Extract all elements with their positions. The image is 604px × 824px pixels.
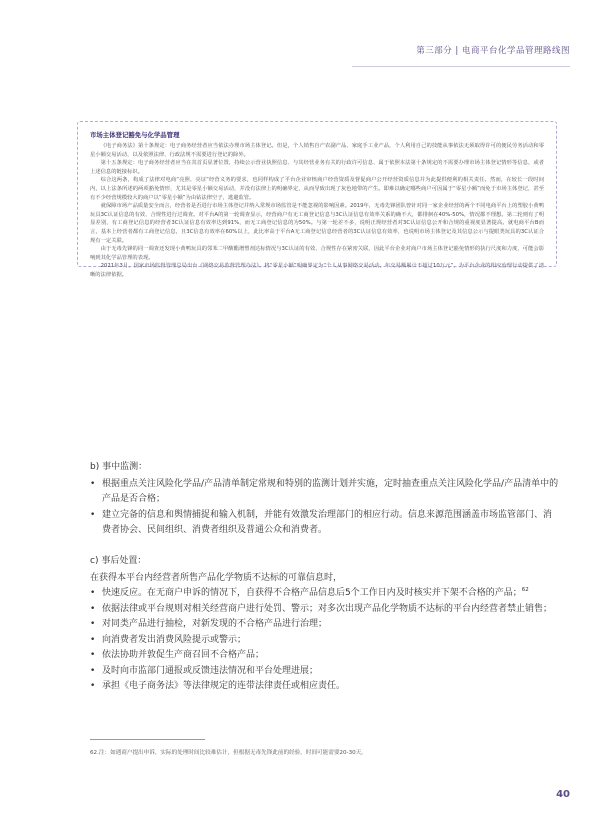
section-intro: 在获得本平台内经营者所售产品化学物质不达标的可靠信息时， [90,572,343,583]
list-item: • 建立完备的信息和舆情捕捉和输入机制，并能有效激发治理部门的相应行动。信息来源范围涵盖市场监管部门、消费者协会、民间组织、消费者组织及普通公众和消费者。 [90,508,560,539]
box-paragraph: 第十五条规定：电子商务经营者应当在其首页显著位置，持续公示营业执照信息、与其经营业务有关的行政许可信息、属于依照本法第十条规定的不需要办理市场主体登记情形等信息，或者上述信息的链接标识。 [90,160,544,175]
list-item: • 根据重点关注风险化学品/产品清单制定常规和特别的监测计划并实施，定时抽查重点关注风险化学品/产品清单中的产品是否合格； [90,477,560,508]
list-item: • 对同类产品进行抽检，对新发现的不合格产品进行治理； [90,617,560,633]
box-paragraph: 2021年3月，国家市场监督管理总局出台《网络交易监督管理办法》，将“零星小额”明确界定为“个人从事网络交易活动，年交易额累计不超过10万元”，为平台企业的相应治理行动提供了清晰的法律依据。 [90,263,544,278]
list-item: • 承担《电子商务法》等法律规定的连带法律责任或相应责任。 [90,679,560,695]
box-paragraph: 《电子商务法》第十条规定：电子商务经营者应当依法办理市场主体登记。但是，个人销售自产农副产品、家庭手工业产品，个人利用自己的技能从事依法无须取得许可的便民劳务活动和零星小额交易活动，以及依照法律、行政法规不需要进行登记的除外。 [90,143,544,158]
box-paragraph: 就保障市场产品质量安全而言，经营者是否进行市场主体登记并纳入常规市场监管是不能忽视的影响因素。2019年，无毒先锋团队曾针对同一家企业经营的两个不同电商平台上的塑胶小黄鸭玩具3C认证信息的有效、合规性进行过调查。对平台A的第一轮调查显示，经营商户有无工商登记信息与3C认证信息有效率关系的确不大，都徘徊在40%-50%，情况都不理想。第二轮则有了明显差别，有工商登记信息的经营者3C认证信息有效率达到91%，而无工商登记信息的为50%。与第一轮差不多，说明正规经营者对3C认证信息公开和合规的重视度显著提高。就电商平台B而言，基本上经营者都有工商登记信息，且3C信息有效率在60%以上，此比率高于平台A无工商登记信息经营者的3C认证信息有效率，也说明市场主体登记及其信息公示与提眼类玩具的3C认证合规有一定关联。 [90,203,544,244]
header-rule [352,66,570,67]
list-item [90,586,560,602]
list-item-text: 快速反应。在无商户申诉的情况下，自获得不合格产品信息后5个工作日内及时核实并下架不合格的产品； [102,588,522,598]
bullet-list [90,586,560,695]
box-title: 市场主体登记豁免与化学品管理 [90,131,180,139]
case-study-box [77,121,557,278]
list-item: • 向消费者发出消费风险提示或警示； [90,633,560,649]
section-aftermath [90,554,560,695]
section-monitoring [90,460,560,539]
section-title: b) 事中监测： [90,462,148,472]
list-item: • 依法协助并敦促生产商召回不合格产品； [90,648,560,664]
list-item: • 依据法律或平台规则对相关经营商户进行处罚、警示；对多次出现产品化学物质不达标的平台内经营者禁止销售； [90,602,560,618]
footnote-ref[interactable]: 62 [521,587,529,593]
box-paragraph: 由于无毒先锋的同一调查还发现小黄鸭玩具的邻苯二甲酸酯增塑剂达标情况与3C认证的有效、合规性存在紧密关联，因此平台企业对商户市场主体登记豁免情形的执行尺度和力度，可能会影响到其化学品管理的表现。 [90,246,544,261]
page-number: 40 [556,789,570,800]
bullet-list [90,477,560,539]
footnote: 62.注：如遇商户提出申诉，实际的处理时间比较难估计，但根据无毒先锋此前的经验，时间可能需要20-30天。 [90,750,367,756]
section-title: c) 事后处置： [90,556,147,566]
footnote-rule [90,739,205,740]
box-paragraph: 综合这两条，构成了法律对电商“亮照、亮证”经营义务的要求，也同样构成了平台企业审核商户经营资质及督促商户公开经营资质信息并为此提供便利的相关责任。然而，在较长一段时间内，以上法条所述的两项豁免情形，尤其是零星小额交易活动，并没有法律上的明确界定，从而导致出现了灰色地带的产生。即难以确定哪些商户可因属于“零星小额”而免于市场主体登记，甚至有不少经营规模较大的商户以“零星小额”为由钻法律空子，逃避监管。 [90,177,544,201]
running-header: 第三部分 | 电商平台化学品管理路线图 [416,46,570,56]
list-item: • 及时向市监部门通报或反馈违法情况和平台处理进展； [90,664,560,680]
